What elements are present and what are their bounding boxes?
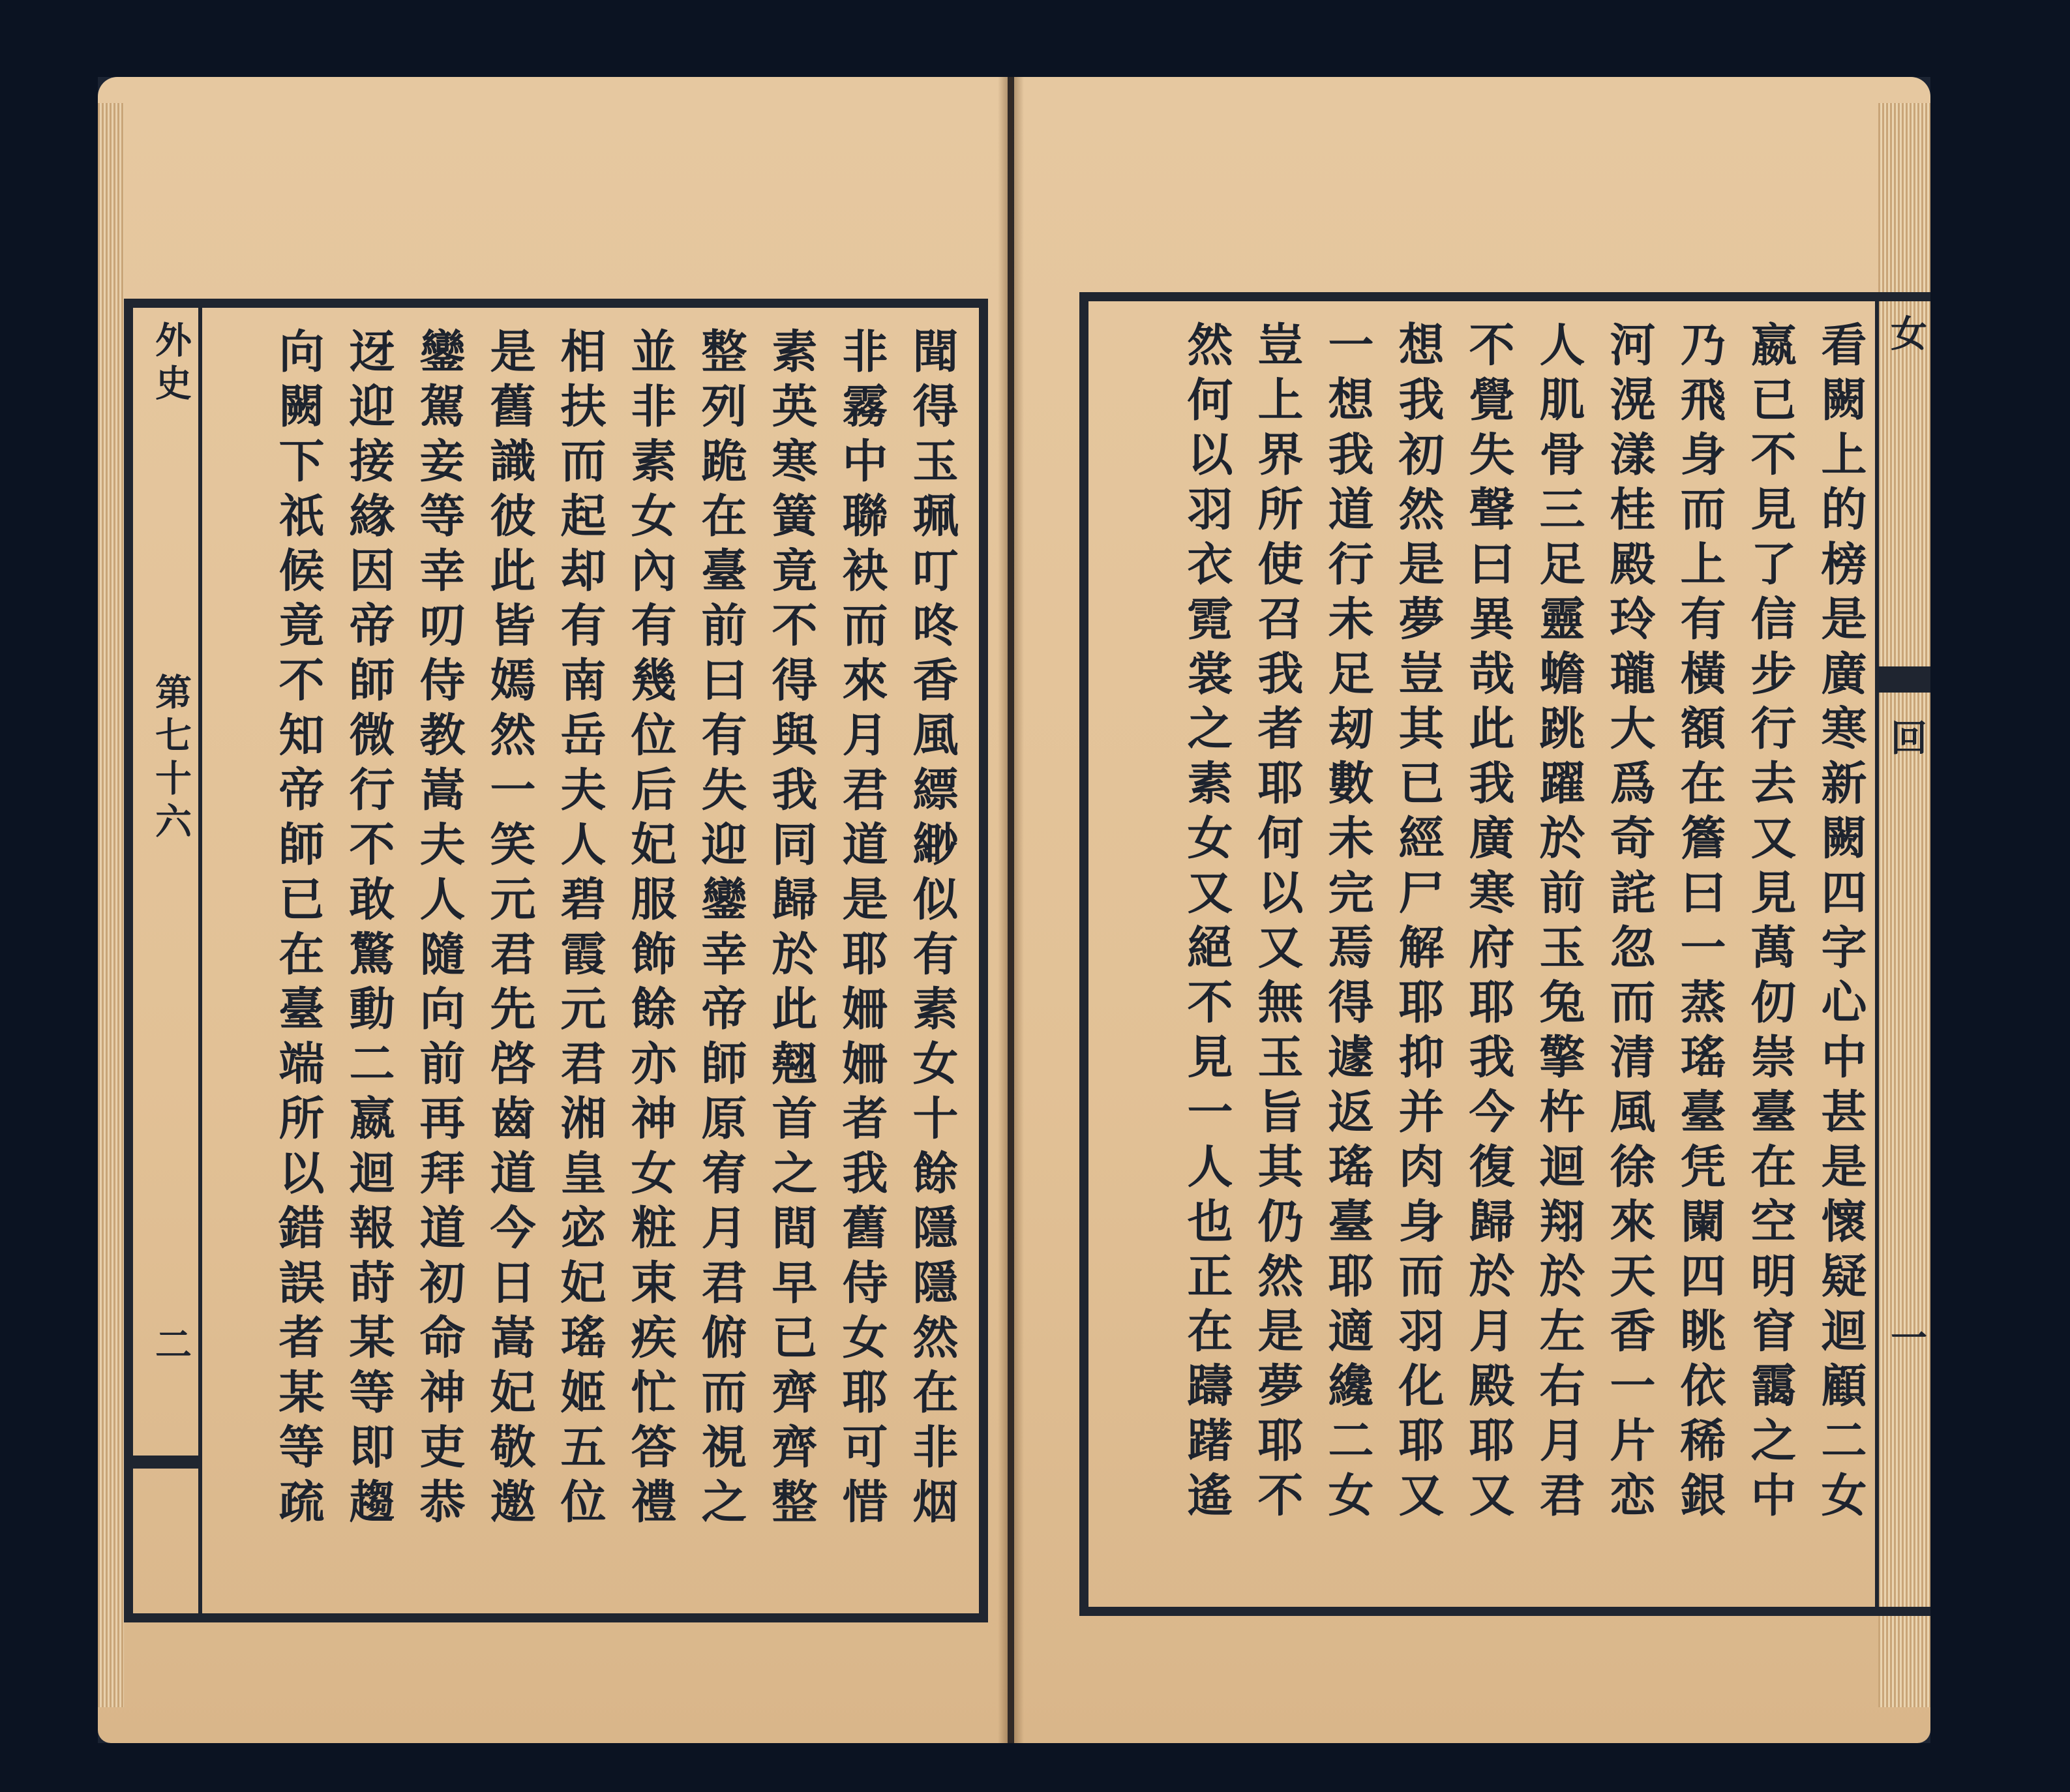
text-column: 向闕下祇候竟不知帝師已在臺端所以錯誤者某等疏 xyxy=(271,327,325,1532)
margin-fishtail xyxy=(1879,666,1930,693)
left-page-edge xyxy=(98,103,124,1707)
text-column: 是舊識彼此皆嫣然一笑元君先啓齒道今日嵩妃敬邀 xyxy=(483,327,537,1532)
book-gutter xyxy=(998,77,1024,1743)
text-column: 然何以羽衣霓裳之素女又絕不見一人也正在躊躇遙 xyxy=(1180,321,1234,1526)
text-column: 乃飛身而上有橫額在簷曰一蒸瑤臺凭闌四眺依稀銀 xyxy=(1673,321,1727,1526)
right-text-frame xyxy=(1079,292,1930,1616)
text-column: 聞得玉珮叮咚香風縹緲似有素女十餘隱隱然在非烟 xyxy=(905,327,959,1532)
text-column: 鑾駕妾等幸叨侍教嵩夫人隨向前再拜道初命神吏恭 xyxy=(412,327,466,1532)
margin-chapter: 第七十六 xyxy=(149,673,192,845)
text-column: 一想我道行未足刼數未完焉得遽返瑤臺耶適纔二女 xyxy=(1321,321,1375,1526)
text-column: 素英寒簧竟不得與我同歸於此翹首之間早已齊齊整 xyxy=(764,327,818,1532)
text-column: 並非素女內有幾位后妃服飾餘亦神女粧束疾忙答禮 xyxy=(623,327,678,1532)
text-column: 不覺失聲曰異哉此我廣寒府耶我今復歸於月殿耶又 xyxy=(1462,321,1516,1526)
text-column: 非霧中聯袂而來月君道是耶姍姍者我舊侍女耶可惜 xyxy=(835,327,889,1532)
text-column: 想我初然是夢豈其已經尸解耶抑并肉身而羽化耶又 xyxy=(1391,321,1445,1526)
margin-chapter-mark: 回 xyxy=(1885,719,1928,762)
margin-rule xyxy=(1875,301,1879,1607)
left-text-frame xyxy=(124,299,988,1622)
text-column: 看闕上的榜是廣寒新闕四字心中甚是懷疑迴顧二女 xyxy=(1814,321,1868,1526)
margin-page-number: 二 xyxy=(149,1325,192,1368)
text-column: 整列跪在臺前曰有失迎鑾幸帝師原宥月君俯而視之 xyxy=(694,327,748,1532)
open-book xyxy=(98,77,1930,1743)
margin-bar xyxy=(133,1456,198,1469)
text-column: 人肌骨三足靈蟾跳躍於前玉兔擎杵迴翔於左右月君 xyxy=(1532,321,1586,1526)
margin-page-number: 一 xyxy=(1885,1319,1928,1362)
text-column: 河滉漾桂殿玲瓏大爲奇詫忽而清風徐來天香一片恋 xyxy=(1602,321,1657,1526)
text-column: 迓迎接緣因帝師微行不敢驚動二嬴迴報莳某等即趨 xyxy=(342,327,396,1532)
margin-title: 外史 xyxy=(149,321,192,407)
right-page xyxy=(1014,77,1930,1743)
text-column: 相扶而起却有南岳夫人碧霞元君湘皇宓妃瑤姬五位 xyxy=(553,327,607,1532)
text-column: 豈上界所使召我者耶何以又無玉旨其仍然是夢耶不 xyxy=(1250,321,1304,1526)
left-page xyxy=(98,77,1008,1743)
text-column: 嬴已不見了信步行去又見萬仞崇臺在空明窅靄之中 xyxy=(1743,321,1797,1526)
margin-rule xyxy=(198,308,202,1613)
margin-title: 女 xyxy=(1885,314,1928,357)
